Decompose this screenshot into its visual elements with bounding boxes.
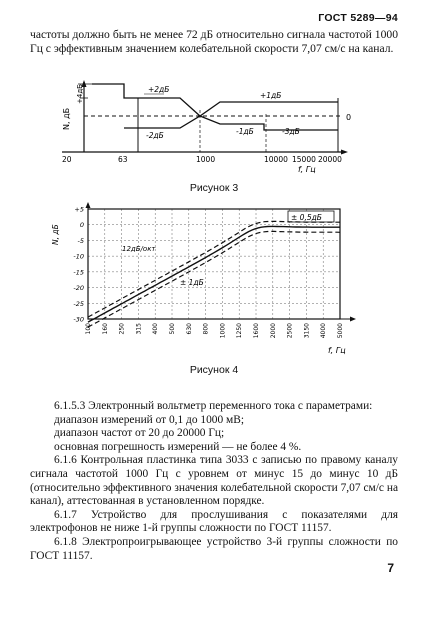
fig4-y-label: N, дБ: [51, 224, 60, 245]
fig3-x-label: f, Гц: [298, 165, 316, 174]
fig3-label-plus1: +1дБ: [260, 91, 282, 100]
fig3-label-minus3: -3дБ: [282, 127, 300, 136]
page-number: 7: [387, 561, 394, 575]
list-item: диапазон измерений от 0,1 до 1000 мВ;: [54, 413, 244, 426]
fig3-lower-limit: [124, 116, 338, 130]
fig4-xtick-label: 3150: [303, 323, 311, 339]
body-section: [30, 400, 398, 563]
figure-3-tolerance-diagram: [60, 80, 380, 176]
fig3-xtick: 20000: [318, 155, 342, 164]
fig4-xtick-label: 800: [202, 323, 210, 335]
fig4-slope-label: 12дБ/окт: [122, 245, 156, 253]
fig4-xtick-label: 400: [152, 323, 160, 335]
fig3-y-label: N, дБ: [62, 107, 71, 130]
fig4-ytick-label: -5: [77, 236, 84, 245]
fig3-x-arrow: [341, 150, 348, 155]
fig4-xtick-label: 250: [118, 323, 126, 335]
fig4-x-ticks: [85, 323, 344, 338]
fig3-xtick: 10000: [264, 155, 288, 164]
fig3-upper-limit: [92, 84, 338, 116]
fig4-ytick-label: -25: [73, 299, 84, 308]
fig4-xtick-label: 2000: [269, 323, 277, 339]
fig4-ytick-label: -20: [73, 284, 84, 293]
figure-4-caption: Рисунок 4: [189, 364, 239, 376]
fig4-xtick-label: 4000: [320, 323, 328, 339]
fig4-xtick-label: 1600: [253, 323, 260, 339]
document-header: ГОСТ 5289—94: [318, 12, 398, 24]
fig3-xtick: 1000: [196, 155, 216, 164]
fig3-xtick: 20: [62, 155, 72, 164]
list-item: основная погрешность измерений — не более 4 %.: [54, 440, 302, 453]
fig3-label-minus2: -2дБ: [146, 131, 164, 140]
fig4-y-ticks: [73, 206, 84, 324]
fig4-upper-curve: [88, 221, 340, 317]
fig4-tolerance-label: ± 0,5дБ: [291, 213, 322, 222]
fig4-nominal-curve: [88, 226, 340, 322]
fig3-label-plus2: +2дБ: [148, 85, 170, 94]
fig4-xtick-label: 160: [101, 323, 109, 335]
list-item: диапазон частот от 20 до 20000 Гц;: [54, 427, 225, 440]
paragraph-6-1-5-3: 6.1.5.3 Электронный вольтметр переменного тока с параметрами:: [54, 400, 373, 412]
fig4-band-label: ± 1дБ: [180, 278, 204, 287]
fig4-ytick-label: -10: [73, 252, 84, 261]
fig3-zero-label: 0: [346, 113, 352, 122]
fig4-xtick-label: 2500: [286, 323, 294, 339]
fig4-ytick-label: 0: [79, 221, 84, 230]
fig4-xtick-label: 100: [85, 323, 92, 335]
intro-paragraph: [30, 28, 398, 56]
fig4-xtick-label: 630: [185, 323, 193, 335]
fig4-grid: [88, 209, 340, 319]
fig4-ytick-label: -30: [73, 315, 84, 324]
fig3-xtick: 15000: [292, 155, 316, 164]
fig4-ytick-label: -15: [73, 268, 84, 277]
fig4-x-label: f, Гц: [328, 346, 346, 355]
fig4-frame: [88, 209, 340, 319]
paragraph-6-1-8: 6.1.8 Электропроигрывающее устройство 3-й группы сложности по ГОСТ 11157.: [30, 535, 398, 562]
fig3-plus4-label: +4дБ: [76, 84, 84, 104]
fig4-xtick-label: 500: [169, 323, 176, 335]
paragraph-6-1-6: 6.1.6 Контрольная пластинка типа 3033 с записью по правому каналу сигнала частотой 1000 Гц с уровнем от минус 15 до минус 10 дБ (относительно эффективного значения колебательной скорости 7,07 см/с на канал), аттестованная в установленном порядке.: [30, 454, 398, 508]
fig3-label-minus1: -1дБ: [236, 127, 254, 136]
fig4-xtick-label: 5000: [337, 323, 344, 339]
paragraph-6-1-7: 6.1.7 Устройство для прослушивания с показателями для электрофонов не ниже 1-й группы сложности по ГОСТ 11157.: [30, 508, 398, 535]
fig4-xtick-label: 1250: [236, 323, 244, 339]
fig4-ytick-label: +5: [74, 205, 84, 214]
intro-text: частоты должно быть не менее 72 дБ относительно сигнала частотой 1000 Гц с эффективным значением колебательной скорости 7,07 см/с на канал.: [30, 28, 398, 55]
fig3-xtick: 63: [118, 155, 128, 164]
figure-4-response-chart: [51, 203, 360, 358]
fig4-xtick-label: 315: [135, 323, 143, 335]
figure-3-caption: Рисунок 3: [189, 182, 239, 194]
fig4-xtick-label: 1000: [219, 323, 227, 339]
